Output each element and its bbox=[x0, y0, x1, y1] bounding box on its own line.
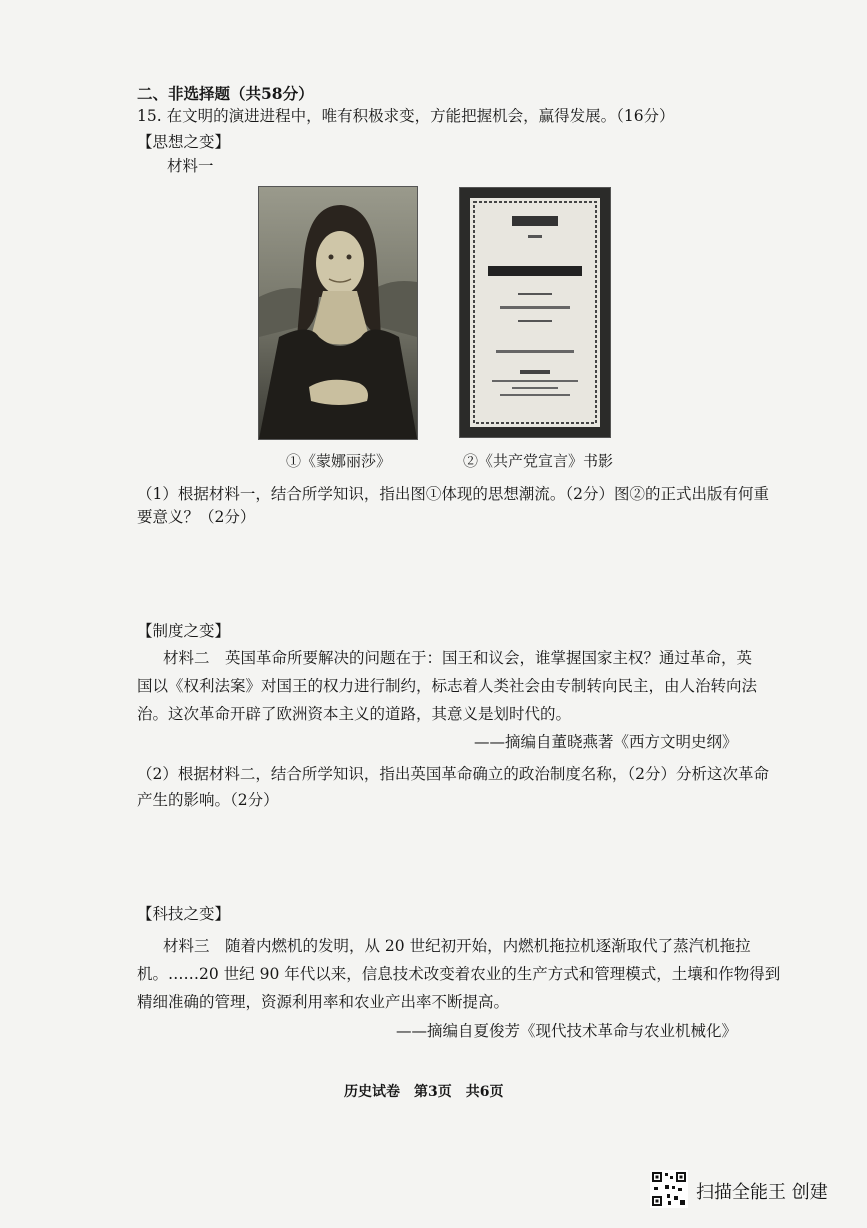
section-title: 二、非选择题（共58分） bbox=[137, 84, 314, 103]
material2-line1: 材料二 英国革命所要解决的问题在于：国王和议会，谁掌握国家主权？通过革命，英 bbox=[163, 649, 753, 667]
qr-code-icon bbox=[650, 1170, 688, 1208]
question-stem: 15. 在文明的演进进程中，唯有积极求变，方能把握机会，赢得发展。（16分） bbox=[137, 107, 675, 125]
part3-heading: 【科技之变】 bbox=[137, 905, 231, 923]
manifesto-cover-image bbox=[459, 187, 611, 438]
question2-line1: （2）根据材料二，结合所学知识，指出英国革命确立的政治制度名称，（2分）分析这次革命 bbox=[137, 765, 769, 783]
page-footer: 历史试卷 第3页 共6页 bbox=[344, 1084, 504, 1100]
material2-line2: 国以《权利法案》对国王的权力进行制约，标志着人类社会由专制转向民主，由人治转向法 bbox=[137, 677, 758, 695]
stamp-label: 扫描全能王 创建 bbox=[696, 1182, 828, 1203]
question2-line2: 产生的影响。（2分） bbox=[137, 791, 279, 809]
material2-line3: 治。这次革命开辟了欧洲资本主义的道路，其意义是划时代的。 bbox=[137, 705, 572, 723]
material3-line1: 材料三 随着内燃机的发明，从 20 世纪初开始，内燃机拖拉机逐渐取代了蒸汽机拖拉 bbox=[163, 937, 751, 955]
question1-line2: 要意义？（2分） bbox=[137, 508, 256, 526]
mona-lisa-image bbox=[258, 186, 418, 440]
material3-line2: 机。……20 世纪 90 年代以来，信息技术改变着农业的生产方式和管理模式，土壤和作物得到 bbox=[137, 965, 781, 983]
part2-heading: 【制度之变】 bbox=[137, 622, 231, 640]
material3-source: ——摘编自夏俊芳《现代技术革命与农业机械化》 bbox=[396, 1022, 738, 1040]
material2-source: ——摘编自董晓燕著《西方文明史纲》 bbox=[474, 733, 738, 751]
scanner-stamp bbox=[650, 1170, 850, 1210]
material1-label: 材料一 bbox=[167, 157, 214, 175]
question1-line1: （1）根据材料一，结合所学知识，指出图①体现的思想潮流。（2分）图②的正式出版有何重 bbox=[137, 485, 769, 503]
material3-line3: 精细准确的管理，资源利用率和农业产出率不断提高。 bbox=[137, 993, 510, 1011]
part1-heading: 【思想之变】 bbox=[137, 133, 231, 151]
caption-manifesto: ②《共产党宣言》书影 bbox=[463, 452, 614, 470]
caption-mona-lisa: ①《蒙娜丽莎》 bbox=[286, 452, 392, 470]
